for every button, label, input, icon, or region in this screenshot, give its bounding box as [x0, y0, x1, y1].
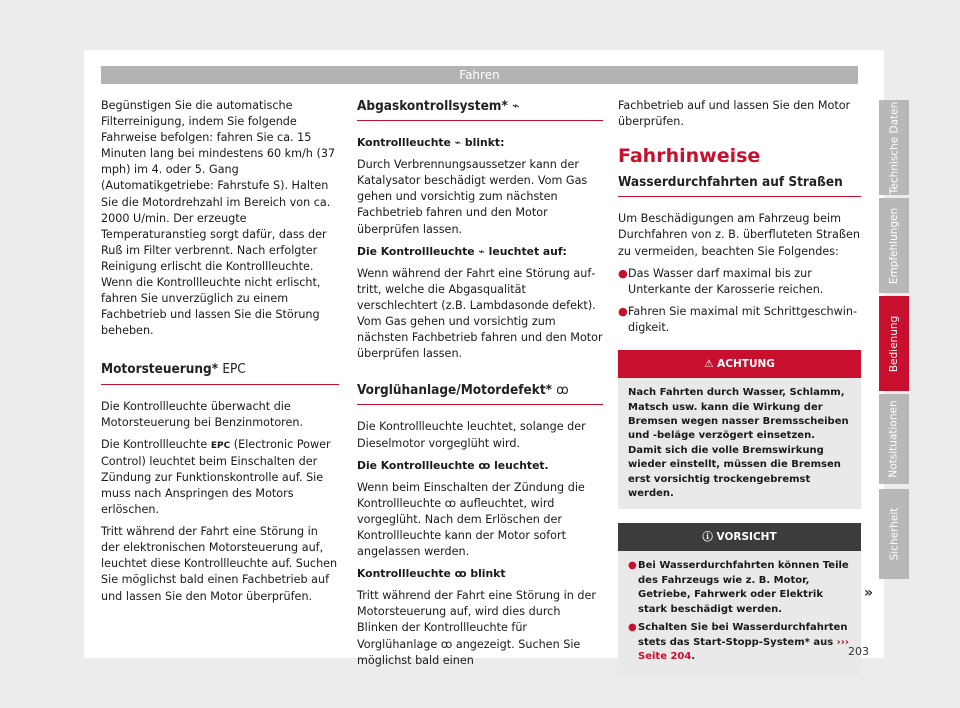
- warning-box: [618, 350, 861, 509]
- list-item: ● Schalten Sie bei Wasserdurchfahrten stets das Start-Stopp-System* aus ››› Seite 204.: [628, 622, 850, 662]
- glow-plug-icon: ꝏ: [440, 637, 453, 651]
- section-heading-wasser: Wasserdurchfahrten auf Straßen: [618, 174, 861, 197]
- chapter-heading: Fahrhinweise: [618, 145, 761, 168]
- paragraph: Um Beschädigungen am Fahrzeug beim Durchfahren von z. B. überfluteten Straßen zu vermeiden, beachten Sie Folgendes:: [618, 212, 860, 258]
- paragraph: Begünstigen Sie die automatische Filterreinigung, indem Sie folgende Fahrweise befolgen: fahren Sie ca. 15 Minuten lang bei mindestens 60 km/h (37 mph) im 4. oder 5. Gang (Automatikgetriebe: Fahrstufe S). Halten Sie die Motordrehzahl im Bereich von ca. 2000 U/min. Der erzeugte Temperaturanstieg sorgt dafür, dass der Ruß im Filter verbrennt. Nach erfolgter Reinigung erlischt die Kontrollleuchte. Wenn die Kontrollleuchte nicht erlischt, fahren Sie unverzüglich zu einem Fachbetrieb und lassen Sie die Störung beheben.: [101, 99, 336, 338]
- glow-plug-icon: ꝏ: [478, 458, 491, 472]
- column-3: [618, 98, 861, 676]
- bullet-icon: ●: [628, 560, 637, 572]
- epc-icon: EPC: [222, 361, 246, 378]
- section-heading-motorsteuerung: Motorsteuerung* EPC: [101, 361, 339, 384]
- warning-header: ⚠ ACHTUNG: [618, 350, 861, 378]
- list-item: ● Bei Wasserdurchfahrten können Teile des Fahrzeugs wie z. B. Motor, Getriebe, Fahrwerk oder Elektrik stark beschädigt werden.: [628, 560, 849, 615]
- bullet-icon: ●: [628, 622, 637, 634]
- paragraph: Die Kontrollleuchte EPC (Electronic Power Control) leuchtet beim Einschalten der Zündung zur Funktionskontrolle auf. Sie muss nach Anspringen des Motors erlöschen.: [101, 437, 331, 517]
- label: Kontrollleuchte ꝏ blinkt: [357, 567, 506, 581]
- section-heading-abgas: Abgaskontrollsystem* ⌁: [357, 98, 603, 121]
- list-item: ● Das Wasser darf maximal bis zur Unterkante der Karosserie reichen.: [618, 266, 824, 296]
- paragraph: Die Kontrollleuchte überwacht die Motorsteuerung bei Benzinmotoren.: [101, 399, 304, 429]
- epc-icon: EPC: [210, 440, 231, 451]
- glow-plug-icon: ꝏ: [454, 567, 467, 581]
- caution-header: ⓘ VORSICHT: [618, 523, 861, 551]
- page-number: 203: [848, 645, 869, 658]
- tab-notsituationen[interactable]: Notsituationen: [879, 394, 909, 484]
- continue-icon: »: [864, 585, 874, 601]
- tab-bedienung[interactable]: Bedienung: [879, 296, 909, 391]
- list-item: ● Fahren Sie maximal mit Schrittgeschwindigkeit.: [618, 304, 858, 334]
- bullet-icon: ●: [618, 304, 628, 318]
- glow-plug-icon: ꝏ: [444, 496, 457, 510]
- section-heading-vorgluehanlage: Vorglühanlage/Motordefekt* ꝏ: [357, 382, 603, 405]
- label: Die Kontrollleuchte ⌁ leuchtet auf:: [357, 244, 567, 258]
- warning-icon: ⚠: [704, 358, 714, 371]
- column-1: [101, 98, 339, 611]
- engine-icon: ⌁: [512, 98, 520, 114]
- paragraph: Tritt während der Fahrt eine Störung in der elektronischen Motorsteuerung auf, leuchtet diese Kontrollleuchte auf. Suchen Sie möglichst bald einen Fachbetrieb auf und lassen Sie den Motor überprüfen.: [101, 525, 338, 603]
- info-icon: ⓘ: [702, 531, 713, 544]
- paragraph: Wenn beim Einschalten der Zündung die Kontrollleuchte ꝏ aufleuchtet, wird vorgeglüht. Nach dem Erlöschen der Kontrollleuchte kann der Motor sofort angelassen werden.: [357, 480, 585, 559]
- paragraph: Fachbetrieb auf und lassen Sie den Motor überprüfen.: [618, 99, 851, 129]
- warning-text: Nach Fahrten durch Wasser, Schlamm, Matsch usw. kann die Wirkung der Bremsen wegen nasser Bremsscheiben und -beläge verzögert einsetzen. Damit sich die volle Bremswirkung wieder einstellt, müssen die Bremsen erst vorsichtig trockengebremst werden.: [618, 378, 861, 509]
- bullet-icon: ●: [618, 266, 628, 280]
- label: Die Kontrollleuchte ꝏ leuchtet.: [357, 458, 549, 472]
- paragraph: Die Kontrollleuchte leuchtet, solange der Dieselmotor vorgeglüht wird.: [357, 420, 586, 450]
- paragraph: Durch Verbrennungsaussetzer kann der Katalysator beschädigt werden. Vom Gas gehen und vorsichtig zum nächsten Fachbetrieb fahren und den Motor überprüfen lassen.: [357, 158, 588, 236]
- glow-plug-icon: ꝏ: [556, 382, 569, 399]
- page-header: Fahren: [101, 66, 858, 84]
- paragraph: Wenn während der Fahrt eine Störung auftritt, welche die Abgasqualität verschlechtert (z.B. Lambdasonde defekt). Vom Gas gehen und vorsichtig zum nächsten Fachbetrieb fahren und den Motor überprüfen lassen.: [357, 266, 603, 361]
- tab-technische-daten[interactable]: Technische Daten: [879, 100, 909, 195]
- tab-empfehlungen[interactable]: Empfehlungen: [879, 198, 909, 293]
- engine-icon: ⌁: [478, 244, 485, 258]
- label: Kontrollleuchte ⌁ blinkt:: [357, 136, 505, 150]
- caution-text: [618, 551, 861, 676]
- page-link[interactable]: ››› Seite 204: [638, 636, 850, 662]
- tab-sicherheit[interactable]: Sicherheit: [879, 489, 909, 579]
- caution-box: [618, 523, 861, 676]
- column-2: [357, 98, 603, 675]
- paragraph: Tritt während der Fahrt eine Störung in der Motorsteuerung auf, wird dies durch Blinken der Kontrollleuchte für Vorglühanlage ꝏ angezeigt. Suchen Sie möglichst bald einen: [357, 589, 596, 667]
- engine-icon: ⌁: [454, 136, 462, 150]
